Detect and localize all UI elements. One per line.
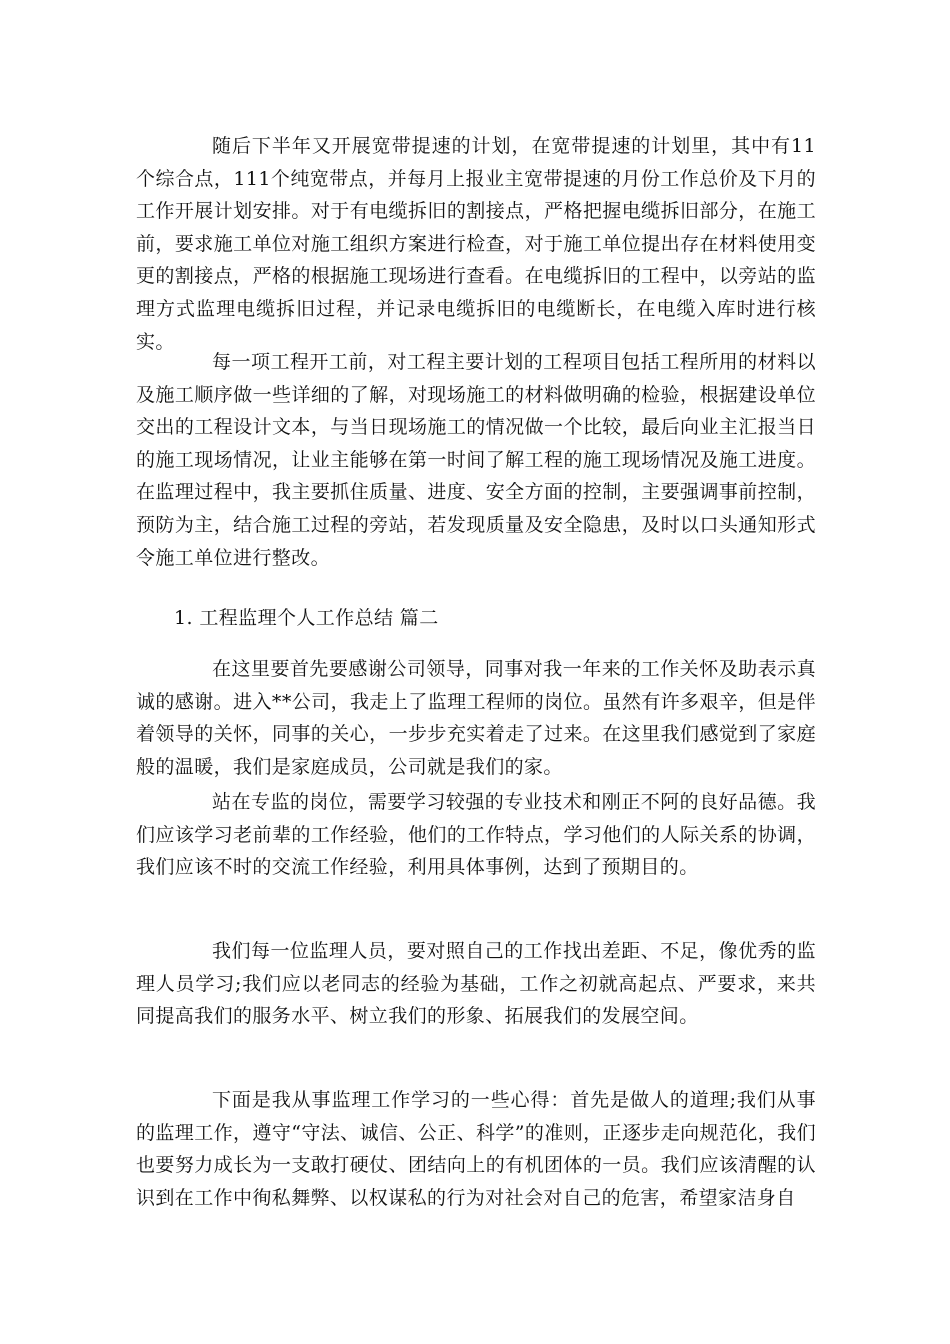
- paragraph-self-improvement: 我们每一位监理人员，要对照自己的工作找出差距、不足，像优秀的监理人员学习;我们应以老同志的经验为基础，工作之初就高起点、严要求，来共同提高我们的服务水平、树立我们的形象、拓展我们的发展空间。: [136, 940, 816, 1028]
- paragraph-supervisor-role: 站在专监的岗位，需要学习较强的专业技术和刚正不阿的良好品德。我们应该学习老前辈的工作经验，他们的工作特点，学习他们的人际关系的协调，我们应该不时的交流工作经验，利用具体事例，达到了预期目的。: [136, 791, 816, 879]
- section-heading: 1. 工程监理个人工作总结 篇二: [174, 607, 439, 629]
- paragraph-pre-construction-checks: 每一项工程开工前，对工程主要计划的工程项目包括工程所用的材料以及施工顺序做一些详细的了解，对现场施工的材料做明确的检验，根据建设单位交出的工程设计文本，与当日现场施工的情况做一个比较，最后向业主汇报当日的施工现场情况，让业主能够在第一时间了解工程的施工现场情况及施工进度。在监理过程中，我主要抓住质量、进度、安全方面的控制，主要强调事前控制，预防为主，结合施工过程的旁站，若发现质量及安全隐患，及时以口头通知形式令施工单位进行整改。: [136, 351, 816, 569]
- paragraph-lessons-learned: 下面是我从事监理工作学习的一些心得：首先是做人的道理;我们从事的监理工作，遵守“守法、诚信、公正、科学”的准则，正逐步走向规范化，我们也要努力成长为一支敢打硬仗、团结向上的有机团体的一员。我们应该清醒的认识到在工作中徇私舞弊、以权谋私的行为对社会对自己的危害，希望家洁身自: [136, 1089, 816, 1209]
- paragraph-thanks: 在这里要首先要感谢公司领导，同事对我一年来的工作关怀及助表示真诚的感谢。进入**公司，我走上了监理工程师的岗位。虽然有许多艰辛，但是伴着领导的关怀，同事的关心，一步步充实着走了过来。在这里我们感觉到了家庭般的温暖，我们是家庭成员，公司就是我们的家。: [136, 658, 816, 778]
- paragraph-broadband-upgrade: 随后下半年又开展宽带提速的计划，在宽带提速的计划里，其中有11个综合点，111个纯宽带点，并每月上报业主宽带提速的月份工作总价及下月的工作开展计划安排。对于有电缆拆旧的割接点，严格把握电缆拆旧部分，在施工前，要求施工单位对施工组织方案进行检查，对于施工单位提出存在材料使用变更的割接点，严格的根据施工现场进行查看。在电缆拆旧的工程中，以旁站的监理方式监理电缆拆旧过程，并记录电缆拆旧的电缆断长，在电缆入库时进行核实。: [136, 135, 816, 353]
